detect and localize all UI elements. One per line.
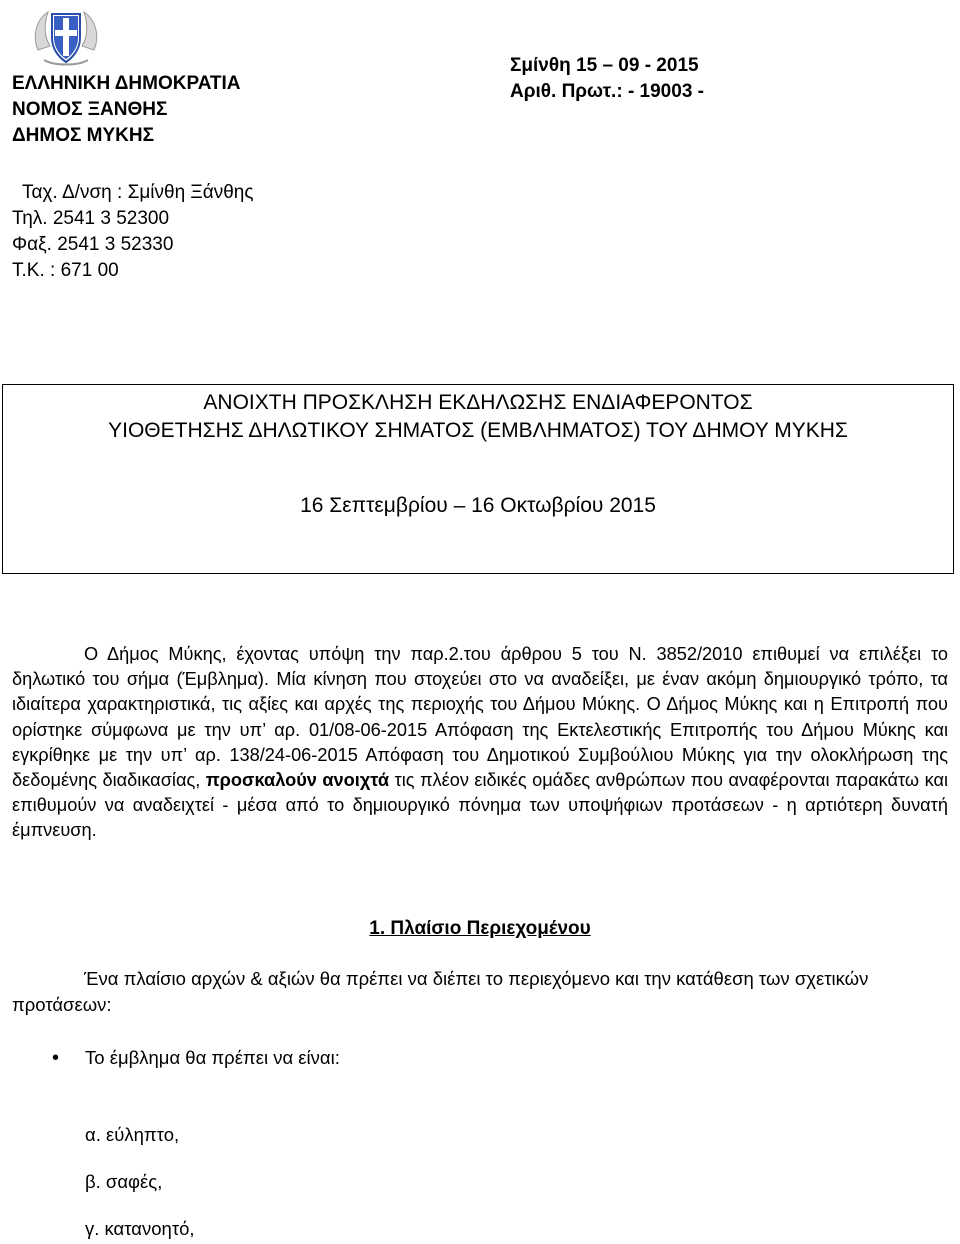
postal-address: Ταχ. Δ/νση : Σμίνθη Ξάνθης <box>22 182 254 203</box>
date-protocol-block <box>510 53 704 105</box>
title-line-1: ΑΝΟΙΧΤΗ ΠΡΟΣΚΛΗΣΗ ΕΚΔΗΛΩΣΗΣ ΕΝΔΙΑΦΕΡΟΝΤΟΣ <box>203 391 753 414</box>
title-line-2: ΥΙΟΘΕΤΗΣΗΣ ΔΗΛΩΤΙΚΟΥ ΣΗΜΑΤΟΣ (ΕΜΒΛΗΜΑΤΟΣ) ΤΟΥ ΔΗΜΟΥ ΜΥΚΗΣ <box>108 419 848 442</box>
intro-text-1: Ο Δήμος Μύκης, έχοντας υπόψη την παρ.2.του άρθρου 5 του Ν. 3852/2010 επιθυμεί να επιλέξει το δηλωτικό του σήμα (Έμβλημα). Μία κίνηση που στοχεύει στο να αναδείξει, με έναν ακόμη δημιουργικό τρόπο, τα ιδιαίτερα χαρακτηριστικά, τις αξίες και αρχές της περιοχής του Δήμου Μύκης. Ο Δήμος Μύκης και η Επιτροπή που ορίστηκε σύμφωνα με την υπ’ αρ. 01/08-06-2015 Απόφαση της Εκτελεστικής Επιτροπής του Δήμου Μύκης και εγκρίθηκε με την υπ’ αρ. 138/24-06-2015 Απόφαση του Δημοτικού Συμβούλιου Μύκης για την ολοκλήρωση της δεδομένης διαδικασίας, <box>12 644 948 791</box>
municipality-name: ΔΗΜΟΣ ΜΥΚΗΣ <box>12 125 155 146</box>
prefecture-name: ΝΟΜΟΣ ΞΑΝΘΗΣ <box>12 99 168 120</box>
bullet-item: Το έμβλημα θα πρέπει να είναι: <box>85 1047 340 1068</box>
country-name: ΕΛΛΗΝΙΚΗ ΔΗΜΟΚΡΑΤΙΑ <box>12 73 241 94</box>
protocol-number: Αριθ. Πρωτ.: - 19003 - <box>510 81 704 102</box>
contact-details <box>12 180 254 284</box>
fax-number: Φαξ. 2541 3 52330 <box>12 234 174 255</box>
intro-bold-invite: προσκαλούν <box>205 770 317 791</box>
criterion-item: α. εύληπτο, <box>85 1124 180 1145</box>
intro-text-2: τις πλέον ειδικές ομάδες ανθρώπων που αναφέρονται παρακάτω και επιθυμούν να αναδειχτεί - μέσα από το δημιουργικό πόνημα των υποψήφιων προτάσεων - η αρτιότερη δυνατή έμπνευση. <box>12 770 949 841</box>
criterion-item: β. σαφές, <box>85 1171 163 1192</box>
document-date: Σμίνθη 15 – 09 - 2015 <box>510 55 699 76</box>
postal-code: Τ.Κ. : 671 00 <box>12 260 119 281</box>
greek-coat-of-arms-icon <box>30 6 102 68</box>
intro-bold-openly: ανοιχτά <box>322 770 390 791</box>
title-box <box>2 384 954 574</box>
submission-period: 16 Σεπτεμβρίου – 16 Οκτωβρίου 2015 <box>300 494 656 517</box>
bullet-marker: • <box>52 1047 60 1069</box>
criterion-item: γ. κατανοητό, <box>85 1218 195 1239</box>
phone-number: Τηλ. 2541 3 52300 <box>12 208 170 229</box>
framework-paragraph: Ένα πλαίσιο αρχών & αξιών θα πρέπει να διέπει το περιεχόμενο και την κατάθεση των σχετικών προτάσεων: <box>12 968 869 1015</box>
intro-paragraph <box>12 642 948 844</box>
section-heading: 1. Πλαίσιο Περιεχομένου <box>369 918 591 939</box>
issuing-authority <box>12 71 240 149</box>
